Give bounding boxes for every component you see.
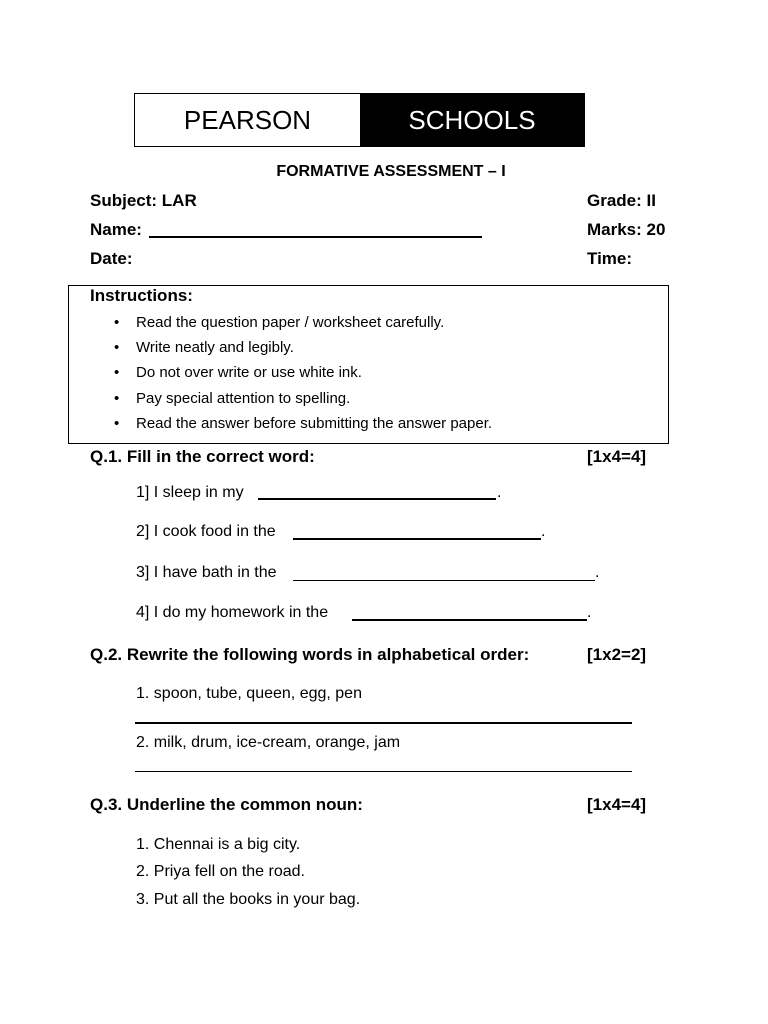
q2-heading: Q.2. Rewrite the following words in alphabetical order: — [90, 645, 530, 664]
subject-label: Subject: LAR — [90, 191, 197, 210]
instruction-item: • Pay special attention to spelling. — [114, 389, 351, 407]
instruction-item: • Read the answer before submitting the answer paper. — [114, 414, 493, 432]
q2-answer-line-2[interactable] — [135, 771, 632, 772]
q3-item-3: 3. Put all the books in your bag. — [136, 891, 361, 908]
instruction-item: • Do not over write or use white ink. — [114, 364, 362, 382]
q1-end-punct-4: . — [587, 604, 592, 621]
q1-item-4: 4] I do my homework in the — [136, 604, 329, 621]
marks-label: Marks: 20 — [587, 220, 666, 239]
instruction-item: • Write neatly and legibly. — [114, 339, 294, 357]
banner-schools: SCHOOLS — [360, 94, 584, 146]
instructions-heading: Instructions: — [90, 286, 193, 305]
bullet-icon: • — [114, 389, 120, 407]
instructions-list — [112, 313, 492, 439]
q2-item-2: 2. milk, drum, ice-cream, orange, jam — [136, 734, 401, 751]
q1-answer-line-3[interactable] — [293, 580, 595, 581]
school-banner — [134, 93, 585, 147]
q1-answer-line-1[interactable] — [258, 498, 496, 500]
q1-end-punct-3: . — [595, 564, 600, 581]
grade-label: Grade: II — [587, 191, 656, 210]
q1-item-2: 2] I cook food in the — [136, 523, 276, 540]
q3-item-1: 1. Chennai is a big city. — [136, 836, 301, 853]
name-label: Name: — [90, 220, 142, 239]
q2-marks: [1x2=2] — [587, 645, 647, 664]
bullet-icon: • — [114, 339, 120, 357]
q1-answer-line-4[interactable] — [352, 619, 587, 621]
q3-marks: [1x4=4] — [587, 795, 647, 814]
q2-answer-line-1[interactable] — [135, 722, 632, 724]
bullet-icon: • — [114, 364, 120, 382]
date-label: Date: — [90, 249, 133, 268]
bullet-icon: • — [114, 414, 120, 432]
name-line[interactable] — [149, 236, 482, 238]
q3-item-2: 2. Priya fell on the road. — [136, 863, 305, 880]
q1-end-punct-1: . — [497, 484, 502, 501]
q2-item-1: 1. spoon, tube, queen, egg, pen — [136, 685, 362, 702]
q1-end-punct-2: . — [541, 523, 546, 540]
instruction-item: • Read the question paper / worksheet carefully. — [114, 314, 445, 331]
q1-item-3: 3] I have bath in the — [136, 564, 277, 581]
banner-pearson: PEARSON — [135, 94, 360, 146]
q1-answer-line-2[interactable] — [293, 538, 541, 540]
time-label: Time: — [587, 249, 633, 268]
bullet-icon: • — [114, 314, 120, 331]
q1-marks: [1x4=4] — [587, 447, 647, 466]
page-title: FORMATIVE ASSESSMENT – I — [276, 163, 506, 180]
q3-heading: Q.3. Underline the common noun: — [90, 795, 363, 814]
q1-heading: Q.1. Fill in the correct word: — [90, 447, 315, 466]
q1-item-1: 1] I sleep in my — [136, 484, 244, 501]
